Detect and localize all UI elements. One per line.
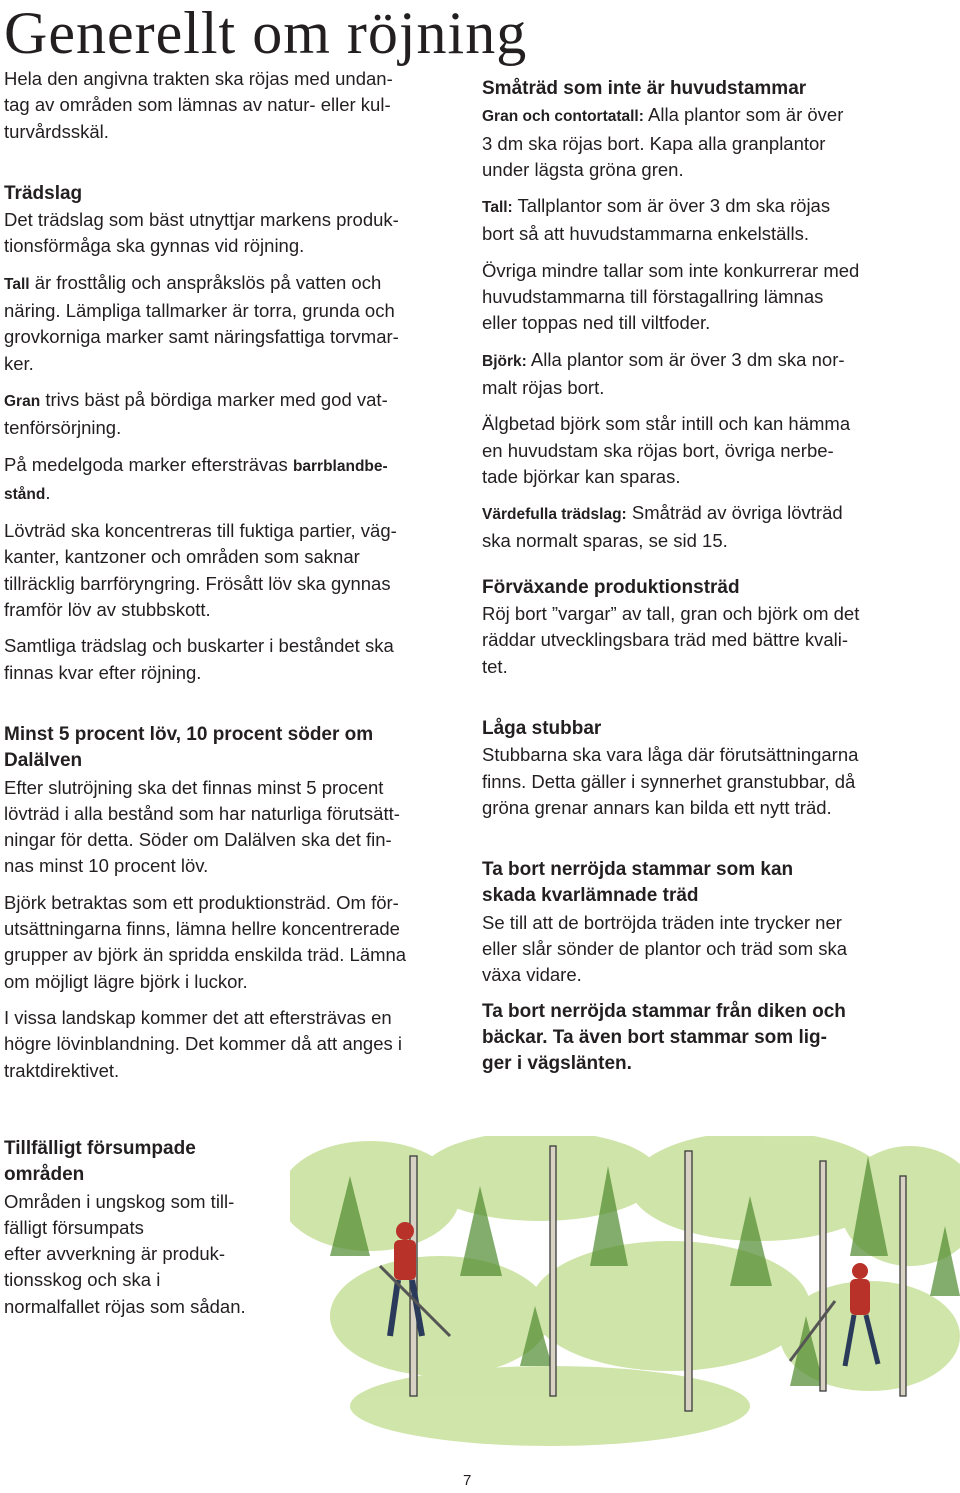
tall-rule-keyword: Tall: <box>482 199 513 217</box>
bjork-paragraph: Björk betraktas som ett produktionsträd. Om för- utsättningarna finns, lämna hellre koncentrerade grupper av björk än spridda enskilda träd. Lämna om möjligt lägre björk i luckor. <box>4 891 407 992</box>
left-column <box>4 66 459 1084</box>
page-number: 7 <box>463 1472 472 1489</box>
tradslag-paragraph: Det trädslag som bäst utnyttjar markens produk- tionsförmåga ska gynnas vid röjning. <box>4 209 399 257</box>
bjork-rule-keyword: Björk: <box>482 352 527 370</box>
gran-paragraph: Gran trivs bäst på bördiga marker med god vat- tenförsörjning. <box>4 388 388 439</box>
forvaxande-heading: Förväxande produktionsträd <box>482 576 740 598</box>
forsumpade-box <box>4 1136 304 1320</box>
forest-clearing-illustration <box>290 1136 960 1470</box>
vardefulla-keyword: Värdefulla trädslag: <box>482 506 627 524</box>
laga-stubbar-heading: Låga stubbar <box>482 717 602 739</box>
tradslag-heading: Trädslag <box>4 182 83 204</box>
bjork-rule-paragraph: Björk: Alla plantor som är över 3 dm ska nor- malt röjas bort. <box>482 348 845 398</box>
laga-stubbar-paragraph: Stubbarna ska vara låga där förutsättningarna finns. Detta gäller i synnerhet granstubbar, då gröna grenar annars kan bilda ett nytt träd. <box>482 744 859 818</box>
lovtrad-paragraph: Lövträd ska koncentreras till fuktiga partier, väg- kanter, kantzoner och områden som saknar tillräcklig barrföryngring. Frösått löv ska gynnas framför löv av stubbskott. <box>4 520 397 621</box>
page-title: Generellt om röjning <box>4 0 528 66</box>
ovriga-paragraph: Övriga mindre tallar som inte konkurrerar med huvudstammarna till förstagallring lämnas eller toppas ned till viltfoder. <box>482 259 860 334</box>
forsumpade-heading: Tillfälligt försumpade områden <box>4 1138 196 1186</box>
landskap-paragraph: I vissa landskap kommer det att eftersträvas en högre lövinblandning. Det kommer då att anges i traktdirektivet. <box>4 1006 402 1081</box>
medelgoda-paragraph: På medelgoda marker eftersträvas barrblandbe- stånd. <box>4 453 388 503</box>
minst-paragraph: Efter slutröjning ska det finnas minst 5 procent lövträd i alla bestånd som har naturliga förutsätt- ningar för detta. Söder om Dalälven ska det fin- nas minst 10 procent löv. <box>4 776 400 877</box>
gran-contortatall-keyword: Gran och contortatall: <box>482 108 644 126</box>
tall-keyword: Tall <box>4 275 30 293</box>
tall-paragraph: Tall är frosttålig och anspråkslös på vatten och näring. Lämpliga tallmarker är torra, grunda och grovkorniga marker samt näringsfattiga torvmar- ker. <box>4 271 399 374</box>
forsumpade-paragraph: Områden i ungskog som till- fälligt försumpats efter avverkning är produk- tionsskog och ska i normalfallet röjas som sådan. <box>4 1190 246 1317</box>
tall-rule-paragraph: Tall: Tallplantor som är över 3 dm ska röjas bort så att huvudstammarna enkelställs. <box>482 195 831 245</box>
algbetad-paragraph: Älgbetad björk som står intill och kan hämma en huvudstam ska röjas bort, övriga nerbe- tade björkar kan sparas. <box>482 413 851 487</box>
diken-heading: Ta bort nerröjda stammar från diken och bäckar. Ta även bort stammar som lig- ger i vägslänten. <box>482 1000 846 1075</box>
right-column <box>482 76 902 1078</box>
gran-keyword: Gran <box>4 392 41 410</box>
forvaxande-paragraph: Röj bort ”vargar” av tall, gran och björk om det räddar utvecklingsbara träd med bättre kvali- tet. <box>482 603 860 677</box>
barrblandbestand-keyword: barrblandbe- <box>292 457 388 475</box>
vardefulla-paragraph: Värdefulla trädslag: Småträd av övriga lövträd ska normalt sparas, se sid 15. <box>482 502 843 552</box>
smatrad-heading: Småträd som inte är huvudstammar <box>482 78 807 99</box>
nerrojda-heading: Ta bort nerröjda stammar som kan skada kvarlämnade träd <box>482 859 794 907</box>
intro-paragraph: Hela den angivna trakten ska röjas med undan- tag av områden som lämnas av natur- eller kul- turvårdsskäl. <box>4 68 393 142</box>
minst-heading: Minst 5 procent löv, 10 procent söder om Dalälven <box>4 723 374 772</box>
samtliga-paragraph: Samtliga trädslag och buskarter i beståndet ska finnas kvar efter röjning. <box>4 635 394 683</box>
nerrojda-paragraph: Se till att de bortröjda träden inte trycker ner eller slår sönder de plantor och träd som ska växa vidare. <box>482 911 848 986</box>
gran-contortatall-paragraph: Gran och contortatall: Alla plantor som är över 3 dm ska röjas bort. Kapa alla granplantor under lägsta gröna gren. <box>482 104 844 180</box>
